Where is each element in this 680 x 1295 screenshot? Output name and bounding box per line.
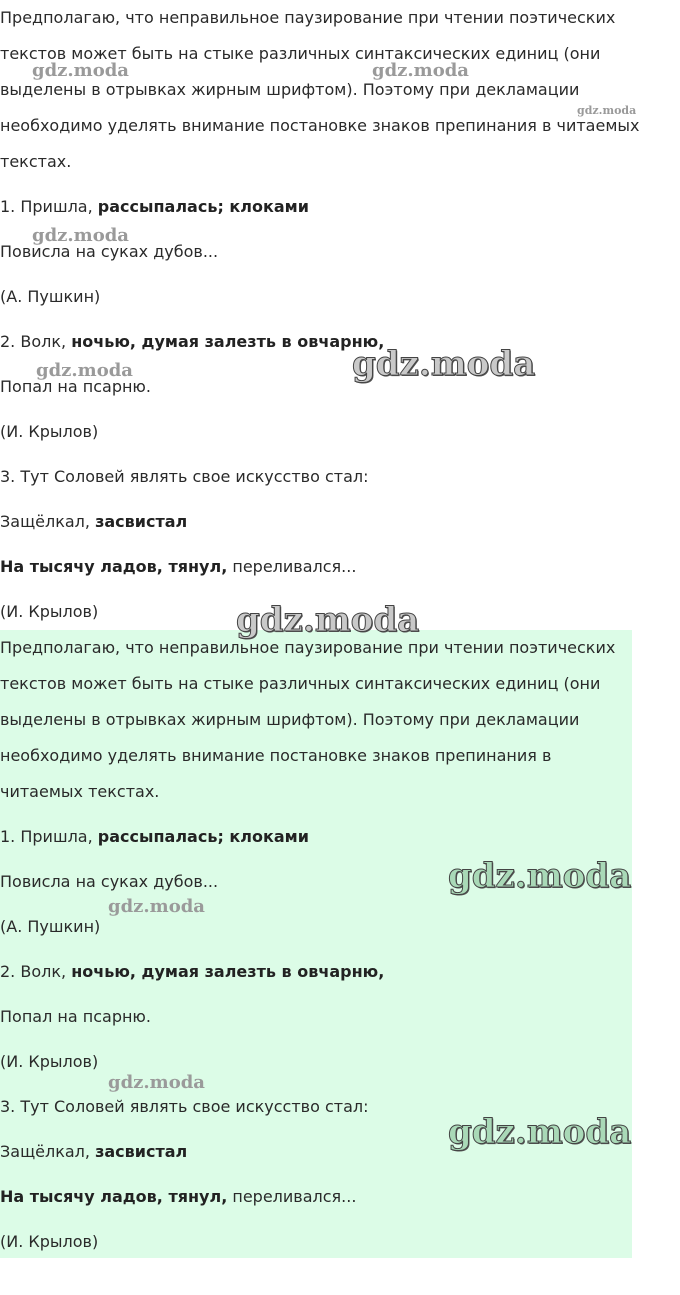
example-3-line-2: Защёлкал, засвистал	[0, 1142, 188, 1161]
example-3-author: (И. Крылов)	[0, 602, 99, 621]
watermark: gdz.moda	[448, 1112, 632, 1152]
example-3-line-1: 3. Тут Соловей являть свое искусство стал:	[0, 467, 369, 486]
intro-line: выделены в отрывках жирным шрифтом). Поэтому при декламации	[0, 80, 580, 99]
example-1-line-2: Повисла на суках дубов...	[0, 242, 219, 261]
example-3-line-3: На тысячу ладов, тянул, переливался...	[0, 557, 357, 576]
example-2-author: (И. Крылов)	[0, 1052, 99, 1071]
intro-line: выделены в отрывках жирным шрифтом). Поэтому при декламации	[0, 710, 580, 729]
intro-line: Предполагаю, что неправильное паузирование при чтении поэтических	[0, 638, 616, 657]
example-3-line-1: 3. Тут Соловей являть свое искусство стал:	[0, 1097, 369, 1116]
intro-line: читаемых текстах.	[0, 782, 160, 801]
watermark: gdz.moda	[448, 856, 632, 896]
watermark: gdz.moda	[108, 896, 205, 917]
example-3-line-3: На тысячу ладов, тянул, переливался...	[0, 1187, 357, 1206]
example-2-line-1: 2. Волк, ночью, думая залезть в овчарню,	[0, 332, 385, 351]
intro-line: текстах.	[0, 152, 72, 171]
watermark: gdz.moda	[36, 360, 133, 381]
example-1-line-1: 1. Пришла, рассыпалась; клоками	[0, 827, 309, 846]
example-3-author: (И. Крылов)	[0, 1232, 99, 1251]
intro-line: текстов может быть на стыке различных синтаксических единиц (они	[0, 44, 601, 63]
example-1-line-2: Повисла на суках дубов...	[0, 872, 219, 891]
watermark: gdz.moda	[352, 344, 536, 384]
example-3-line-2: Защёлкал, засвистал	[0, 512, 188, 531]
example-2-line-2: Попал на псарню.	[0, 1007, 151, 1026]
intro-line: текстов может быть на стыке различных синтаксических единиц (они	[0, 674, 601, 693]
watermark: gdz.moda	[32, 225, 129, 246]
example-1-line-1: 1. Пришла, рассыпалась; клоками	[0, 197, 309, 216]
intro-line: необходимо уделять внимание постановке знаков препинания в	[0, 746, 552, 765]
example-1-author: (А. Пушкин)	[0, 917, 101, 936]
intro-line: Предполагаю, что неправильное паузирование при чтении поэтических	[0, 8, 616, 27]
intro-line: необходимо уделять внимание постановке знаков препинания в читаемых	[0, 116, 640, 135]
watermark: gdz.moda	[108, 1072, 205, 1093]
watermark: gdz.moda	[577, 104, 637, 117]
example-2-line-1: 2. Волк, ночью, думая залезть в овчарню,	[0, 962, 385, 981]
example-1-author: (А. Пушкин)	[0, 287, 101, 306]
watermark: gdz.moda	[32, 60, 129, 81]
watermark: gdz.moda	[236, 600, 420, 640]
example-2-author: (И. Крылов)	[0, 422, 99, 441]
example-2-line-2: Попал на псарню.	[0, 377, 151, 396]
watermark: gdz.moda	[372, 60, 469, 81]
